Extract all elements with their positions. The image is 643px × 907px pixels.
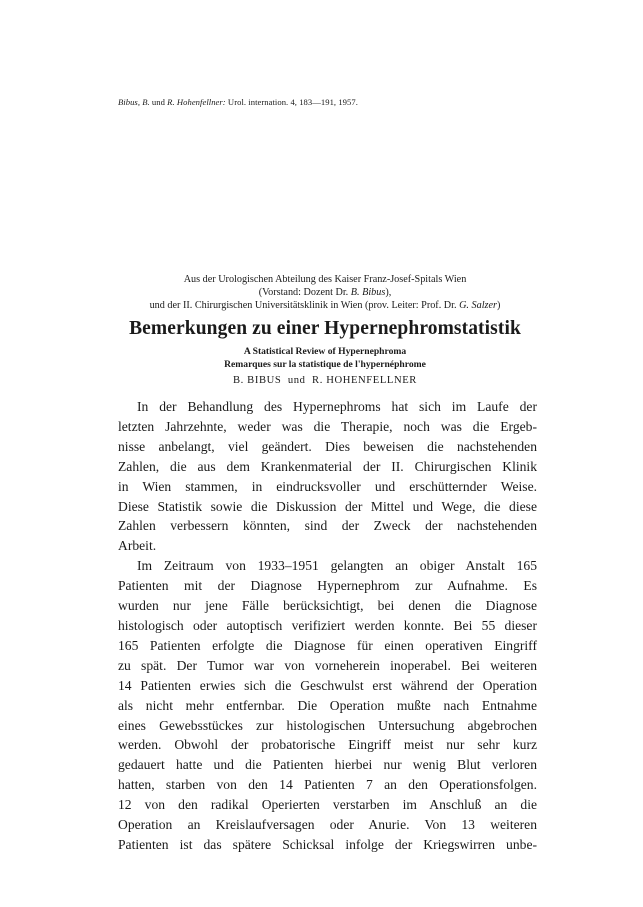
paper-title: Bemerkungen zu einer Hypernephromstatistik [129, 318, 521, 339]
affiliation-line-3: und der II. Chirurgischen Universitätsklinik in Wien (prov. Leiter: Prof. Dr. G. Salzer) [149, 300, 501, 311]
affiliation-line-1: Aus der Urologischen Abteilung des Kaiser Franz-Josef-Spitals Wien [183, 274, 467, 285]
text-line: Arbeit. [118, 538, 157, 554]
text-line: in Wien stammen, in eindrucksvoller und erschütternder Weise. [118, 478, 537, 494]
citation-source: Urol. internation. 4, 183—191, 1957. [225, 97, 358, 107]
subtitle-french: Remarques sur la statistique de l'hypernéphrome [224, 359, 426, 370]
subtitle-english: A Statistical Review of Hypernephroma [243, 346, 407, 357]
body-text [118, 397, 537, 855]
text-line: Diese Statistik sowie die Diskussion der Mittel und Wege, die diese [118, 498, 537, 514]
text-line: werden. Obwohl der probatorische Eingriff meist nur sehr kurz [118, 737, 537, 753]
authors-line: B. BIBUS und R. HOHENFELLNER [233, 375, 417, 386]
text-line: 14 Patienten erwies sich die Geschwulst erst während der Operation [118, 677, 537, 693]
text-line: als nicht mehr entfernbar. Die Operation mußte nach Entnahme [118, 697, 537, 713]
text-line: 12 von den radikal Operierten verstarben im Anschluß an die [118, 797, 537, 813]
text-line: Zahlen, die aus dem Krankenmaterial der II. Chirurgischen Klinik [118, 458, 537, 474]
citation-and: und [149, 97, 168, 107]
text-line: Patienten mit der Diagnose Hypernephrom zur Aufnahme. Es [118, 578, 537, 594]
text-line: wurden nur jene Fälle berücksichtigt, bei denen die Diagnose [118, 598, 537, 614]
text-line: Operation an Kreislaufversagen oder Anurie. Von 13 weiteren [118, 817, 537, 833]
affiliation-line-2: (Vorstand: Dozent Dr. B. Bibus), [258, 287, 392, 298]
text-line: zu spät. Der Tumor war von vorneherein inoperabel. Bei weiteren [118, 657, 537, 673]
paragraph-1 [118, 397, 537, 556]
affiliation-director-name: B. Bibus [350, 287, 386, 298]
paragraph-2 [118, 556, 537, 855]
citation-author-1: Bibus, B. [118, 97, 150, 107]
text-line: letzten Jahrzehnte, weder was die Therapie, noch was die Ergeb- [118, 418, 537, 434]
text-line: Zahlen verbessern könnten, sind der Zweck der nachstehenden [118, 518, 537, 534]
citation-header [118, 97, 358, 107]
text-line: gedauert hatte und die Patienten hierbei nur wenig Blut verloren [118, 757, 537, 773]
text-line: eines Gewebsstückes zur histologischen Untersuchung abgebrochen [118, 717, 537, 733]
text-line: Patienten ist das spätere Schicksal infolge der Kriegswirren unbe- [118, 836, 537, 852]
text-line: nisse anbelangt, viel geändert. Dies beweisen die nachstehenden [118, 438, 537, 454]
text-line: histologisch oder autoptisch verifiziert werden konnte. Bei 55 dieser [118, 617, 537, 633]
text-line: Im Zeitraum von 1933–1951 gelangten an obiger Anstalt 165 [137, 558, 537, 574]
citation-author-2: R. Hohenfellner: [167, 97, 226, 107]
text-line: 165 Patienten erfolgte die Diagnose für einen operativen Eingriff [118, 637, 537, 653]
affiliation-head-name: G. Salzer [459, 300, 497, 311]
text-line: In der Behandlung des Hypernephroms hat sich im Laufe der [137, 399, 537, 414]
text-line: hatten, starben von den 14 Patienten 7 an den Operationsfolgen. [118, 777, 537, 793]
